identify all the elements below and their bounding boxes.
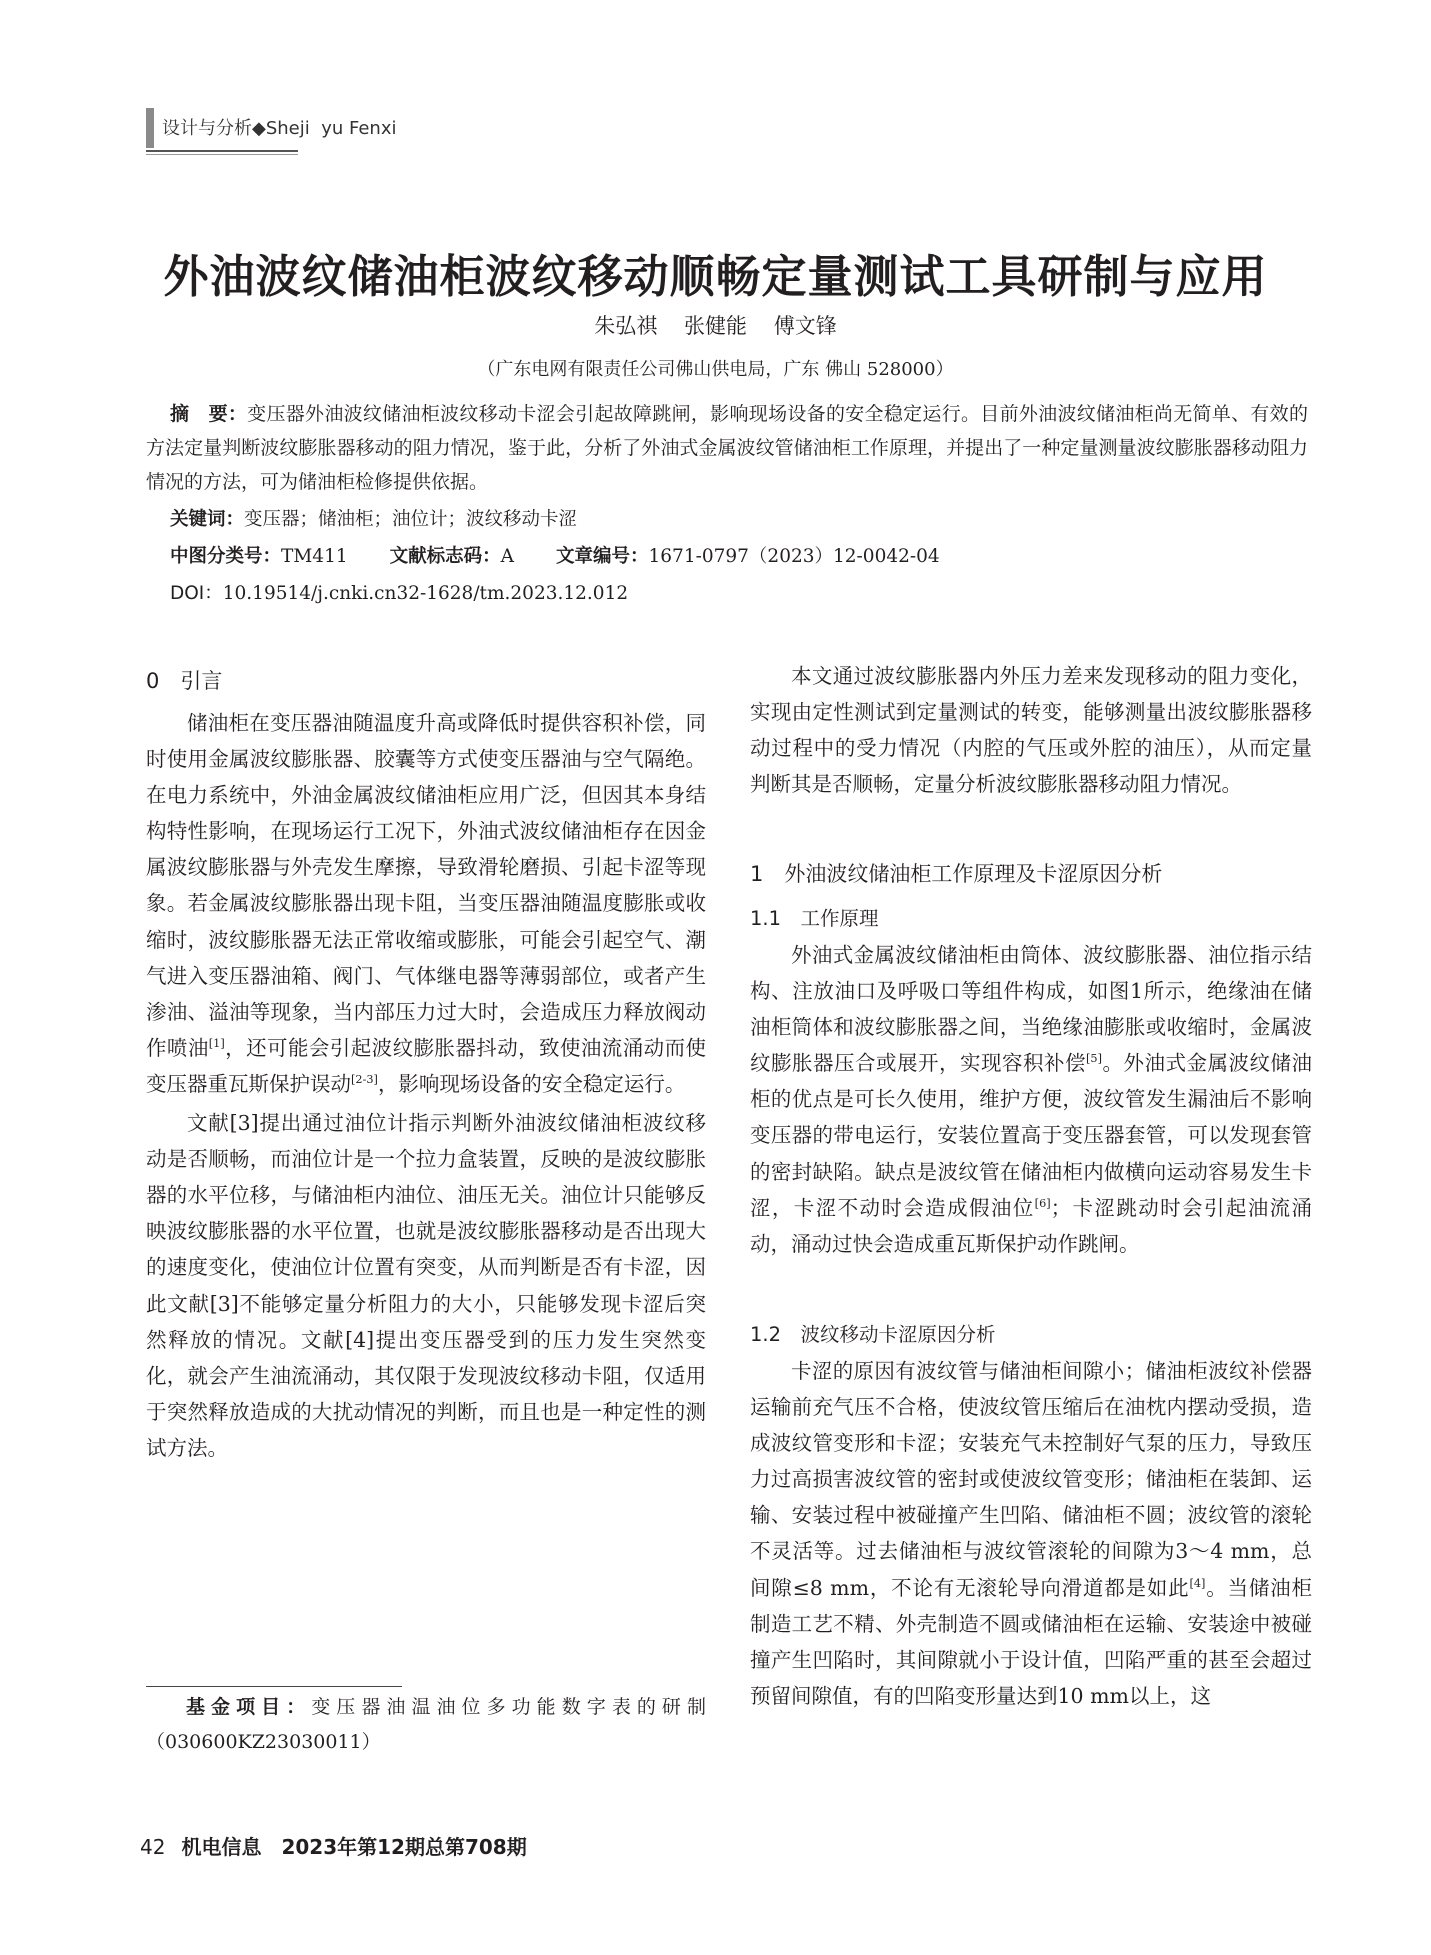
section-tag-underline bbox=[146, 150, 298, 152]
keywords-text: 变压器；储油柜；油位计；波纹移动卡涩 bbox=[244, 509, 578, 530]
classification-line bbox=[170, 542, 940, 568]
keywords bbox=[170, 505, 577, 531]
keywords-label: 关键词： bbox=[170, 509, 245, 530]
funding-text: 变压器油温油位多功能数字表的研制（030600KZ23030011） bbox=[146, 1696, 706, 1753]
paragraph-text: ，影响现场设备的安全稳定运行。 bbox=[377, 1071, 686, 1096]
diamond-icon: ◆ bbox=[252, 118, 266, 139]
paragraph-text: 储油柜在变压器油随温度升高或降低时提供容积补偿，同时使用金属波纹膨胀器、胶囊等方式使变压器油与空气隔绝。在电力系统中，外油金属波纹储油柜应用广泛，但因其本身结构特性影响，在现场运行工况下，外油式波纹储油柜存在因金属波纹膨胀器与外壳发生摩擦，导致滑轮磨损、引起卡涩等现象。若金属波纹膨胀器出现卡阻，当变压器油随温度膨胀或收缩时，波纹膨胀器无法正常收缩或膨胀，可能会引起空气、潮气进入变压器油箱、阀门、气体继电器等薄弱部位，或者产生渗油、溢油等现象，当内部压力过大时，会造成压力释放阀动作喷油 bbox=[146, 711, 706, 1060]
citation: [5] bbox=[1086, 1052, 1102, 1066]
abstract bbox=[146, 397, 1308, 499]
section-1-heading: 1 外油波纹储油柜工作原理及卡涩原因分析 bbox=[750, 862, 1163, 886]
paragraph-text: 外油式金属波纹储油柜由筒体、波纹膨胀器、油位指示结构、注放油口及呼吸口等组件构成，如图1所示，绝缘油在储油柜筒体和波纹膨胀器之间，当绝缘油膨胀或收缩时，金属波纹膨胀器压合或展开，实现容积补偿 bbox=[750, 943, 1312, 1076]
paragraph-text: 。外油式金属波纹储油柜的优点是可长久使用，维护方便，波纹管发生漏油后不影响变压器的带电运行，安装位置高于变压器套管，可以发现套管的密封缺陷。缺点是波纹管在储油柜内做横向运动容易发生卡涩，卡涩不动时会造成假油位 bbox=[750, 1051, 1313, 1220]
paragraph bbox=[750, 937, 1312, 1262]
paragraph: 本文通过波纹膨胀器内外压力差来发现移动的阻力变化，实现由定性测试到定量测试的转变，能够测量出波纹膨胀器移动过程中的受力情况（内腔的气压或外腔的油压），从而定量判断其是否顺畅，定量分析波纹膨胀器移动阻力情况。 bbox=[750, 664, 1312, 797]
paragraph-text: ，还可能会引起波纹膨胀器抖动，致使油流涌动而使变压器重瓦斯保护误动 bbox=[146, 1035, 707, 1096]
doi-value: 10.19514/j.cnki.cn32-1628/tm.2023.12.012 bbox=[222, 583, 629, 604]
paragraph-text: ；卡涩跳动时会引起油流涌动，涌动过快会造成重瓦斯保护动作跳闸。 bbox=[750, 1195, 1313, 1256]
citation: [1] bbox=[208, 1037, 225, 1051]
citation: [6] bbox=[1034, 1196, 1051, 1210]
paragraph bbox=[146, 705, 706, 1102]
paper-title: 外油波纹储油柜波纹移动顺畅定量测试工具研制与应用 bbox=[163, 250, 1268, 303]
article-number-label: 文章编号： bbox=[556, 546, 649, 567]
affiliation: （广东电网有限责任公司佛山供电局，广东 佛山 528000） bbox=[477, 359, 954, 380]
paragraph bbox=[750, 1353, 1312, 1714]
section-1-1-heading: 1.1 工作原理 bbox=[750, 907, 879, 930]
citation: [4] bbox=[1189, 1576, 1206, 1590]
section-tag bbox=[162, 114, 396, 140]
page-number: 42 bbox=[140, 1835, 166, 1859]
doi-line bbox=[170, 579, 628, 605]
doc-code-value: A bbox=[500, 546, 514, 567]
authors: 朱弘祺 张健能 傅文锋 bbox=[594, 314, 837, 338]
right-column-intro bbox=[750, 658, 1312, 802]
article-number-value: 1671-0797（2023）12-0042-04 bbox=[648, 546, 940, 567]
section-1-2-body bbox=[750, 1353, 1312, 1714]
journal-issue: 机电信息 2023年第12期总第708期 bbox=[181, 1835, 527, 1859]
paragraph-text: 。当储油柜制造工艺不精、外壳制造不圆或储油柜在运输、安装途中被碰撞产生凹陷时，其间隙就小于设计值，凹陷严重的甚至会超过预留间隙值，有的凹陷变形量达到10 mm以上，这 bbox=[750, 1575, 1312, 1708]
section-1-1-body bbox=[750, 937, 1312, 1262]
clc-label: 中图分类号： bbox=[170, 546, 282, 567]
doi-label: DOI： bbox=[170, 583, 223, 604]
funding-label: 基金项目： bbox=[186, 1696, 312, 1718]
section-0-heading: 0 引言 bbox=[146, 669, 223, 693]
abstract-text: 变压器外油波纹储油柜波纹移动卡涩会引起故障跳闸，影响现场设备的安全稳定运行。目前外油波纹储油柜尚无简单、有效的方法定量判断波纹膨胀器移动的阻力情况，鉴于此，分析了外油式金属波纹管储油柜工作原理，并提出了一种定量测量波纹膨胀器移动阻力情况的方法，可为储油柜检修提供依据。 bbox=[146, 403, 1308, 493]
clc-value: TM411 bbox=[281, 546, 348, 567]
section-tag-underline-thin bbox=[146, 154, 298, 155]
section-name: 设计与分析 bbox=[162, 118, 252, 139]
section-pinyin: Sheji yu Fenxi bbox=[265, 118, 397, 139]
page-footer bbox=[140, 1831, 527, 1860]
doc-code-label: 文献标志码： bbox=[389, 546, 501, 567]
left-column-body bbox=[146, 705, 706, 1466]
paragraph: 文献[3]提出通过油位计指示判断外油波纹储油柜波纹移动是否顺畅，而油位计是一个拉力盒装置，反映的是波纹膨胀器的水平位移，与储油柜内油位、油压无关。油位计只能够反映波纹膨胀器的水平位置，也就是波纹膨胀器移动是否出现大的速度变化，使油位计位置有突变，从而判断是否有卡涩，因此文献[3]不能够定量分析阻力的大小，只能够发现卡涩后突然释放的情况。文献[4]提出变压器受到的压力发生突然变化，就会产生油流涌动，其仅限于发现波纹移动卡阻，仅适用于突然释放造成的大扰动情况的判断，而且也是一种定性的测试方法。 bbox=[146, 1111, 706, 1460]
section-1-2-heading: 1.2 波纹移动卡涩原因分析 bbox=[750, 1323, 996, 1346]
funding-note bbox=[146, 1690, 706, 1760]
section-tag-bar bbox=[146, 108, 154, 148]
abstract-label: 摘 要： bbox=[170, 403, 248, 425]
paragraph-text: 卡涩的原因有波纹管与储油柜间隙小；储油柜波纹补偿器运输前充气压不合格，使波纹管压缩后在油枕内摆动受损，造成波纹管变形和卡涩；安装充气未控制好气泵的压力，导致压力过高损害波纹管的密封或使波纹管变形；储油柜在装卸、运输、安装过程中被碰撞产生凹陷、储油柜不圆；波纹管的滚轮不灵活等。过去储油柜与波纹管滚轮的间隙为3～4 mm，总间隙≤8 mm，不论有无滚轮导向滑道都是如此 bbox=[750, 1359, 1312, 1600]
citation: [2-3] bbox=[351, 1073, 378, 1087]
footnote-rule bbox=[146, 1686, 402, 1687]
